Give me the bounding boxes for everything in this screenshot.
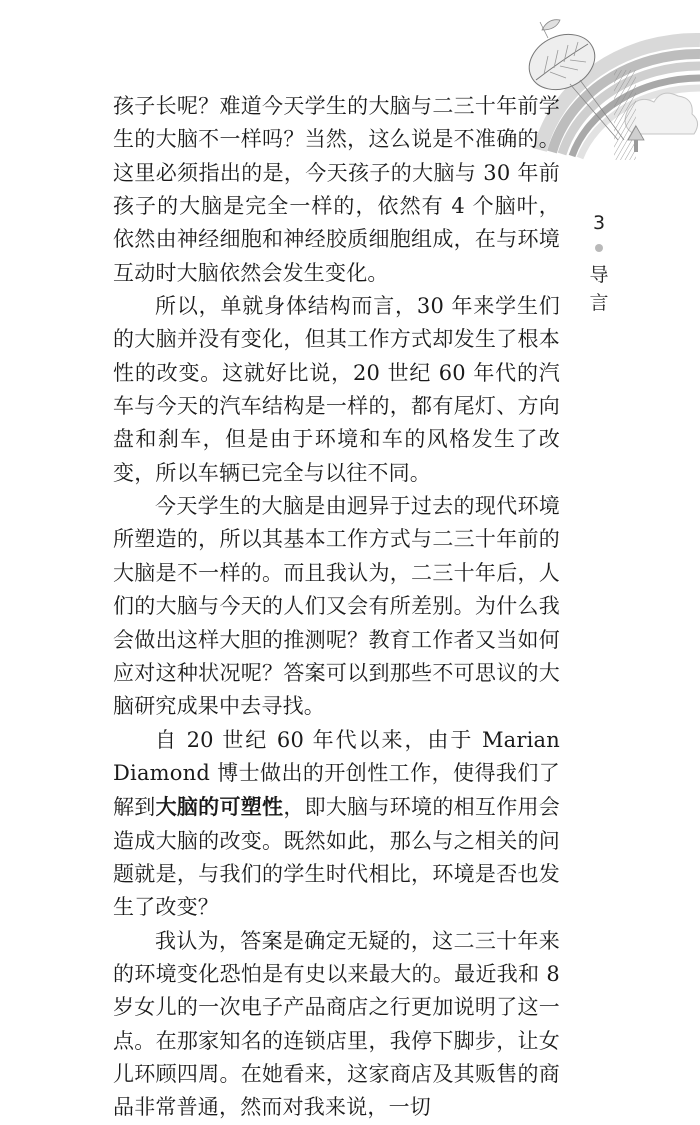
paragraph-3 <box>113 490 560 723</box>
paragraph-4 <box>113 724 560 925</box>
paragraph-4-text-b: ，即大脑与环境的相互作用会造成大脑的改变。既然如此，那么与之相关的问题就是，与我们的学生时代相比，环境是否也发生了改变？ <box>113 795 560 920</box>
paragraph-1-text: 孩子长呢？难道今天学生的大脑与二三十年前学生的大脑不一样吗？当然，这么说是不准确的。这里必须指出的是，今天孩子的大脑与 30 年前孩子的大脑是完全一样的，依然有 4 个脑叶，依然由神经细胞和神经胶质细胞组成，在与环境互动时大脑依然会发生变化。 <box>113 94 560 285</box>
paragraph-2 <box>113 290 560 490</box>
page-number: 3 <box>592 212 606 234</box>
body-text <box>113 90 560 1125</box>
paragraph-5-text: 我认为，答案是确定无疑的，这二三十年来的环境变化恐怕是有史以来最大的。最近我和 8 岁女儿的一次电子产品商店之行更加说明了这一点。在那家知名的连锁店里，我停下脚步，让女儿环顾四周。在她看来，这家商店及其贩售的商品非常普通，然而对我来说，一切 <box>113 928 560 1120</box>
bold-term-brain-plasticity: 大脑的可塑性 <box>155 794 284 820</box>
separator-dot-icon <box>595 244 603 252</box>
paragraph-5 <box>113 925 560 1125</box>
running-header <box>585 210 613 318</box>
section-label-char-1: 导 <box>589 264 609 286</box>
paragraph-2-text: 所以，单就身体结构而言，30 年来学生们的大脑并没有变化，但其工作方式却发生了根本性的改变。这就好比说，20 世纪 60 年代的汽车与今天的汽车结构是一样的，都有尾灯、方向盘和刹车，但是由于环境和车的风格发生了改变，所以车辆已完全与以往不同。 <box>113 294 560 485</box>
paragraph-1 <box>113 90 560 290</box>
paragraph-3-text: 今天学生的大脑是由迥异于过去的现代环境所塑造的，所以其基本工作方式与二三十年前的大脑是不一样的。而且我认为，二三十年后，人们的大脑与今天的人们又会有所差别。为什么我会做出这样大胆的推测呢？教育工作者又当如何应对这种状况呢？答案可以到那些不可思议的大脑研究成果中去寻找。 <box>113 494 560 719</box>
section-label-char-2: 言 <box>589 292 609 314</box>
paragraph-4-text-a: 自 20 世纪 60 年代以来，由于 Marian Diamond 博士做出的开创性工作，使得我们了解到 <box>113 727 560 820</box>
